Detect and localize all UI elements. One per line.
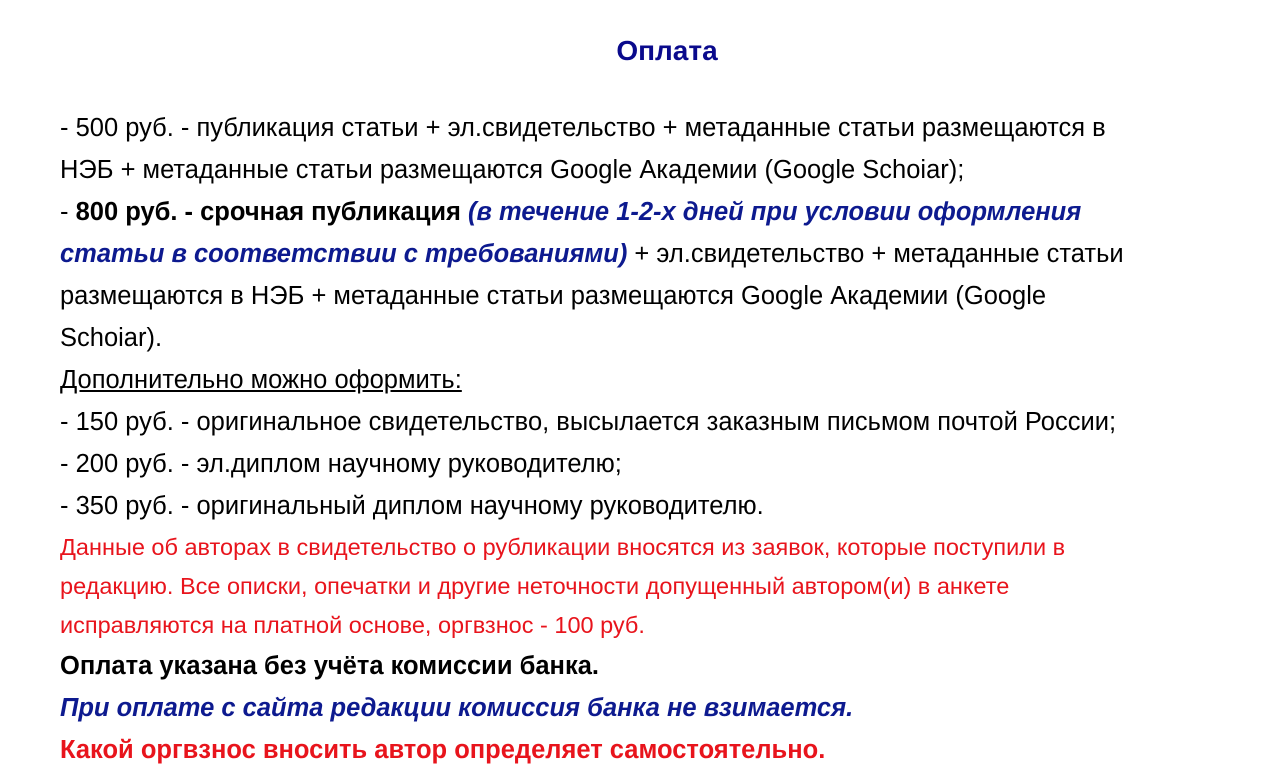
additional-item: - 150 руб. - оригинальное свидетельство, высылается заказным письмом почтой России; [60,408,1117,436]
urgent-condition-part-2: статьи в соответствии с требованиями) [60,240,628,268]
urgent-dash: - [60,198,76,226]
authors-note-line-2: редакцию. Все описки, опечатки и другие неточности допущенный автором(и) в анкете [60,573,1010,599]
authors-note-line-1: Данные об авторах в свидетельство о рубликации вносятся из заявок, которые поступили в [60,534,1066,560]
site-payment-note: При оплате с сайта редакции комиссия банка не взимается. [60,694,854,722]
additional-item: - 350 руб. - оригинальный диплом научному руководителю. [60,492,764,520]
additional-item: - 200 руб. - эл.диплом научному руководителю; [60,450,622,478]
standard-price-line-1: - 500 руб. - публикация статьи + эл.свидетельство + метаданные статьи размещаются в [60,114,1106,142]
urgent-condition-part-1: (в течение 1-2-х дней при условии оформления [468,198,1082,226]
urgent-line-2-rest: + эл.свидетельство + метаданные статьи [627,240,1124,268]
urgent-price-line-4: Schoiar). [60,324,163,352]
urgent-price-label: 800 руб. - срочная публикация [75,198,461,226]
payment-content [60,107,1260,771]
authors-note [60,528,1260,645]
page-title: Оплата [616,35,718,66]
fee-choice-note: Какой оргвзнос вносить автор определяет самостоятельно. [60,736,826,764]
authors-note-line-3: исправляются на платной основе, оргвзнос - 100 руб. [60,612,645,638]
additional-heading: Дополнительно можно оформить: [60,366,462,394]
commission-note: Оплата указана без учёта комиссии банка. [60,652,599,680]
urgent-price-line-3: размещаются в НЭБ + метаданные статьи размещаются Google Академии (Google [60,282,1047,310]
urgent-price-line-1 [60,191,1260,233]
standard-price-line-2: НЭБ + метаданные статьи размещаются Google Академии (Google Schoiar); [60,156,965,184]
urgent-price-line-2 [60,233,1260,275]
